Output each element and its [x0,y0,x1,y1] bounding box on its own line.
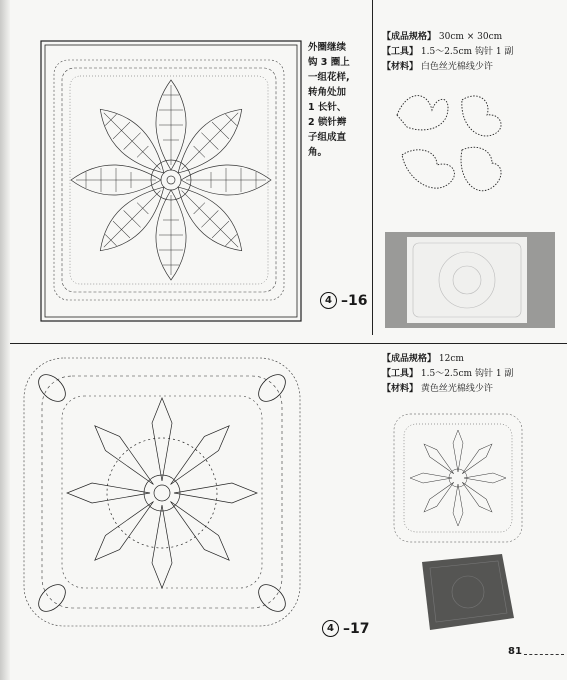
note-line: 外圈继续 [308,42,347,53]
note-line: 角。 [308,147,328,158]
section-divider [10,343,567,344]
note-line: 子组成直 [308,132,347,143]
vertical-divider [372,0,373,335]
pattern-16-note [308,40,354,160]
pattern-17-mini-chart [388,408,528,548]
spec-material: 【材料】 黄色丝光棉线少许 [382,384,493,394]
note-line: 1 长针、 [308,102,347,113]
pattern-17-number: 4 –17 [322,620,369,637]
page-gutter [0,0,10,680]
pattern-16-chart [40,40,302,322]
pattern-16-number: 4 –16 [320,292,367,309]
spec-size: 【成品规格】 12cm [382,354,464,364]
pattern-17-chart [12,348,312,638]
note-line: 一组花样, [308,72,350,83]
pattern-16-specs [382,30,513,75]
note-line: 钩 3 圈上 [308,57,350,68]
spec-tool: 【工具】 1.5～2.5cm 钩针 1 副 [382,47,514,57]
note-line: 转角处加 [308,87,347,98]
leaf-motif-diagram [392,85,512,200]
spec-material: 【材料】 白色丝光棉线少许 [382,62,493,72]
pattern-17-specs [382,352,513,397]
page-number: 81 [508,646,522,657]
spec-tool: 【工具】 1.5～2.5cm 钩针 1 副 [382,369,514,379]
page-number-rule [524,654,564,655]
spec-size: 【成品规格】 30cm × 30cm [382,32,503,42]
pattern-16-photo [385,232,555,328]
pattern-17-photo [410,548,518,634]
note-line: 2 锁针辫 [308,117,347,128]
